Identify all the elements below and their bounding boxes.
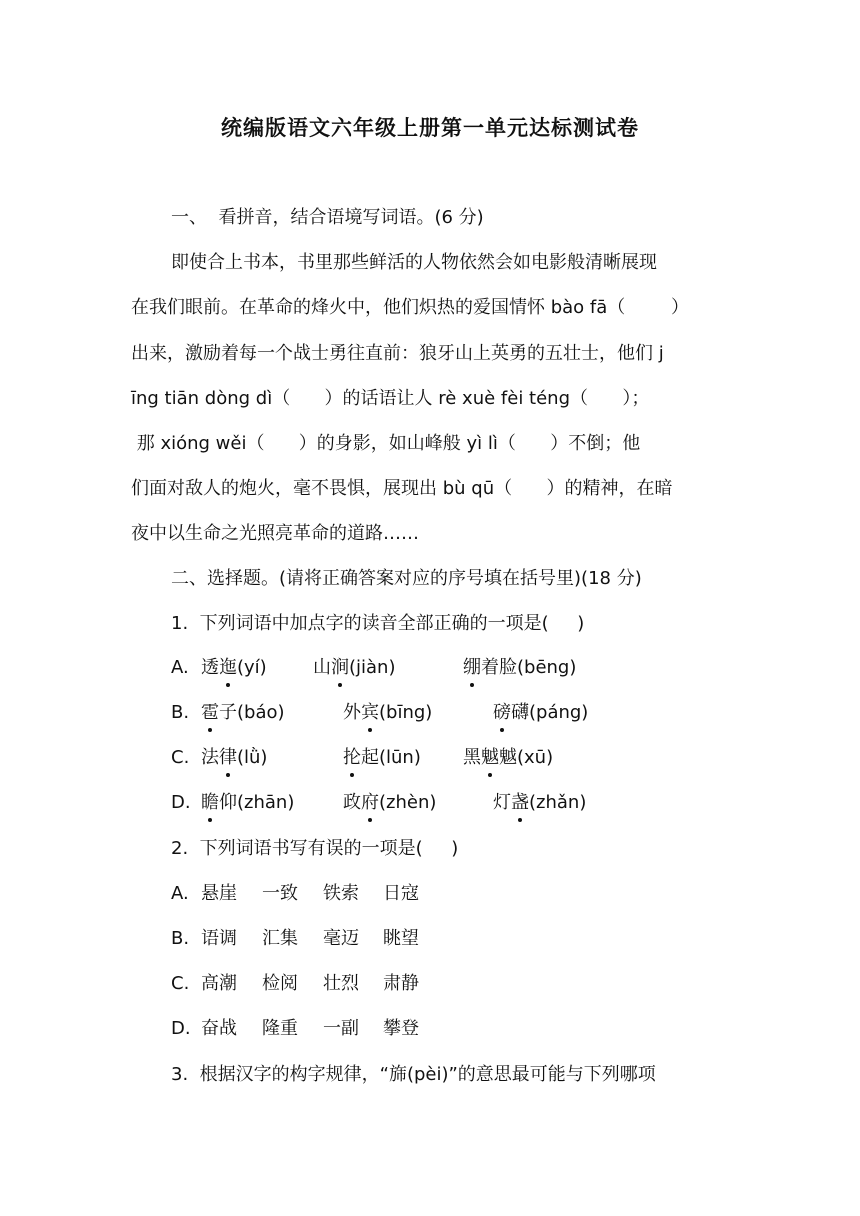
q2-option-label: A. [171,883,189,904]
q3-stem: 3. 根据汉字的构字规律，“旆(pèi)”的意思最可能与下列哪项 [171,1064,656,1085]
section1-line-5: 那 xióng wěi（ ）的身影，如山峰般 yì lì（ ）不倒；他 [131,433,641,454]
q2-option-word: 毫迈 [323,928,359,949]
q1-option-label: B. [171,702,190,723]
q2-option-word: 一副 [323,1018,359,1039]
q2-option-word: 检阅 [262,973,298,994]
q2-option-word: 悬崖 [201,883,237,904]
q2-option-label: C. [171,973,190,994]
dotted-character: 瞻 [201,790,219,816]
q2-option-word: 高潮 [201,973,237,994]
dotted-character: 盏 [511,790,529,816]
q1-option-item: 抡起(lūn) [343,745,421,771]
dotted-character: 迤 [219,655,237,681]
q2-stem: 2. 下列词语书写有误的一项是( ) [171,838,459,859]
section1-heading: 一、 看拼音，结合语境写词语。(6 分) [171,207,484,228]
q1-option-item: 磅礴(páng) [493,700,588,726]
q2-option-word: 一致 [262,883,298,904]
q1-option-item: 瞻仰(zhān) [201,790,294,816]
q1-option-item: 绷着脸(bēng) [463,655,576,681]
q1-option-item: 政府(zhèn) [343,790,436,816]
section1-line-3: 出来，激励着每一个战士勇往直前：狼牙山上英勇的五壮士，他们 j [131,343,664,364]
q1-option-label: A. [171,657,189,678]
dotted-character: 雹 [201,700,219,726]
dotted-character: 磅 [493,700,511,726]
q1-option-item: 黑魆魆(xū) [463,745,553,771]
q2-option-label: B. [171,928,190,949]
dotted-character: 宾 [361,700,379,726]
page-title: 统编版语文六年级上册第一单元达标测试卷 [221,116,639,140]
q2-option-word: 奋战 [201,1018,237,1039]
q2-option-word: 攀登 [383,1018,419,1039]
q2-option-word: 壮烈 [323,973,359,994]
q1-stem: 1. 下列词语中加点字的读音全部正确的一项是( ) [171,613,585,634]
section1-line-6: 们面对敌人的炮火，毫不畏惧，展现出 bù qū（ ）的精神，在暗 [131,478,673,499]
q2-option-word: 汇集 [262,928,298,949]
dotted-character: 府 [361,790,379,816]
section1-line-7: 夜中以生命之光照亮革命的道路…… [131,523,419,544]
dotted-character: 魆 [481,745,499,771]
q1-option-item: 雹子(báo) [201,700,285,726]
q2-option-word: 日寇 [383,883,419,904]
q1-option-label: D. [171,792,191,813]
q1-option-item: 透迤(yí) [201,655,267,681]
q2-option-word: 铁索 [323,883,359,904]
section2-heading: 二、选择题。(请将正确答案对应的序号填在括号里)(18 分) [171,568,642,589]
dotted-character: 抡 [343,745,361,771]
dotted-character: 绷 [463,655,481,681]
q1-option-item: 法律(lǜ) [201,745,267,771]
q1-option-item: 外宾(bīng) [343,700,432,726]
q1-option-item: 灯盏(zhǎn) [493,790,586,816]
q2-option-word: 肃静 [383,973,419,994]
dotted-character: 律 [219,745,237,771]
q2-option-word: 语调 [201,928,237,949]
section1-line-1: 即使合上书本，书里那些鲜活的人物依然会如电影般清晰展现 [171,252,657,273]
section1-line-2: 在我们眼前。在革命的烽火中，他们炽热的爱国情怀 bào fā（ ） [131,297,690,318]
q2-option-label: D. [171,1018,191,1039]
section1-line-4: īng tiān dòng dì（ ）的话语让人 rè xuè fèi téng（ ）； [131,388,650,409]
dotted-character: 涧 [331,655,349,681]
q2-option-word: 眺望 [383,928,419,949]
q1-option-item: 山涧(jiàn) [313,655,396,681]
q2-option-word: 隆重 [262,1018,298,1039]
q1-option-label: C. [171,747,190,768]
